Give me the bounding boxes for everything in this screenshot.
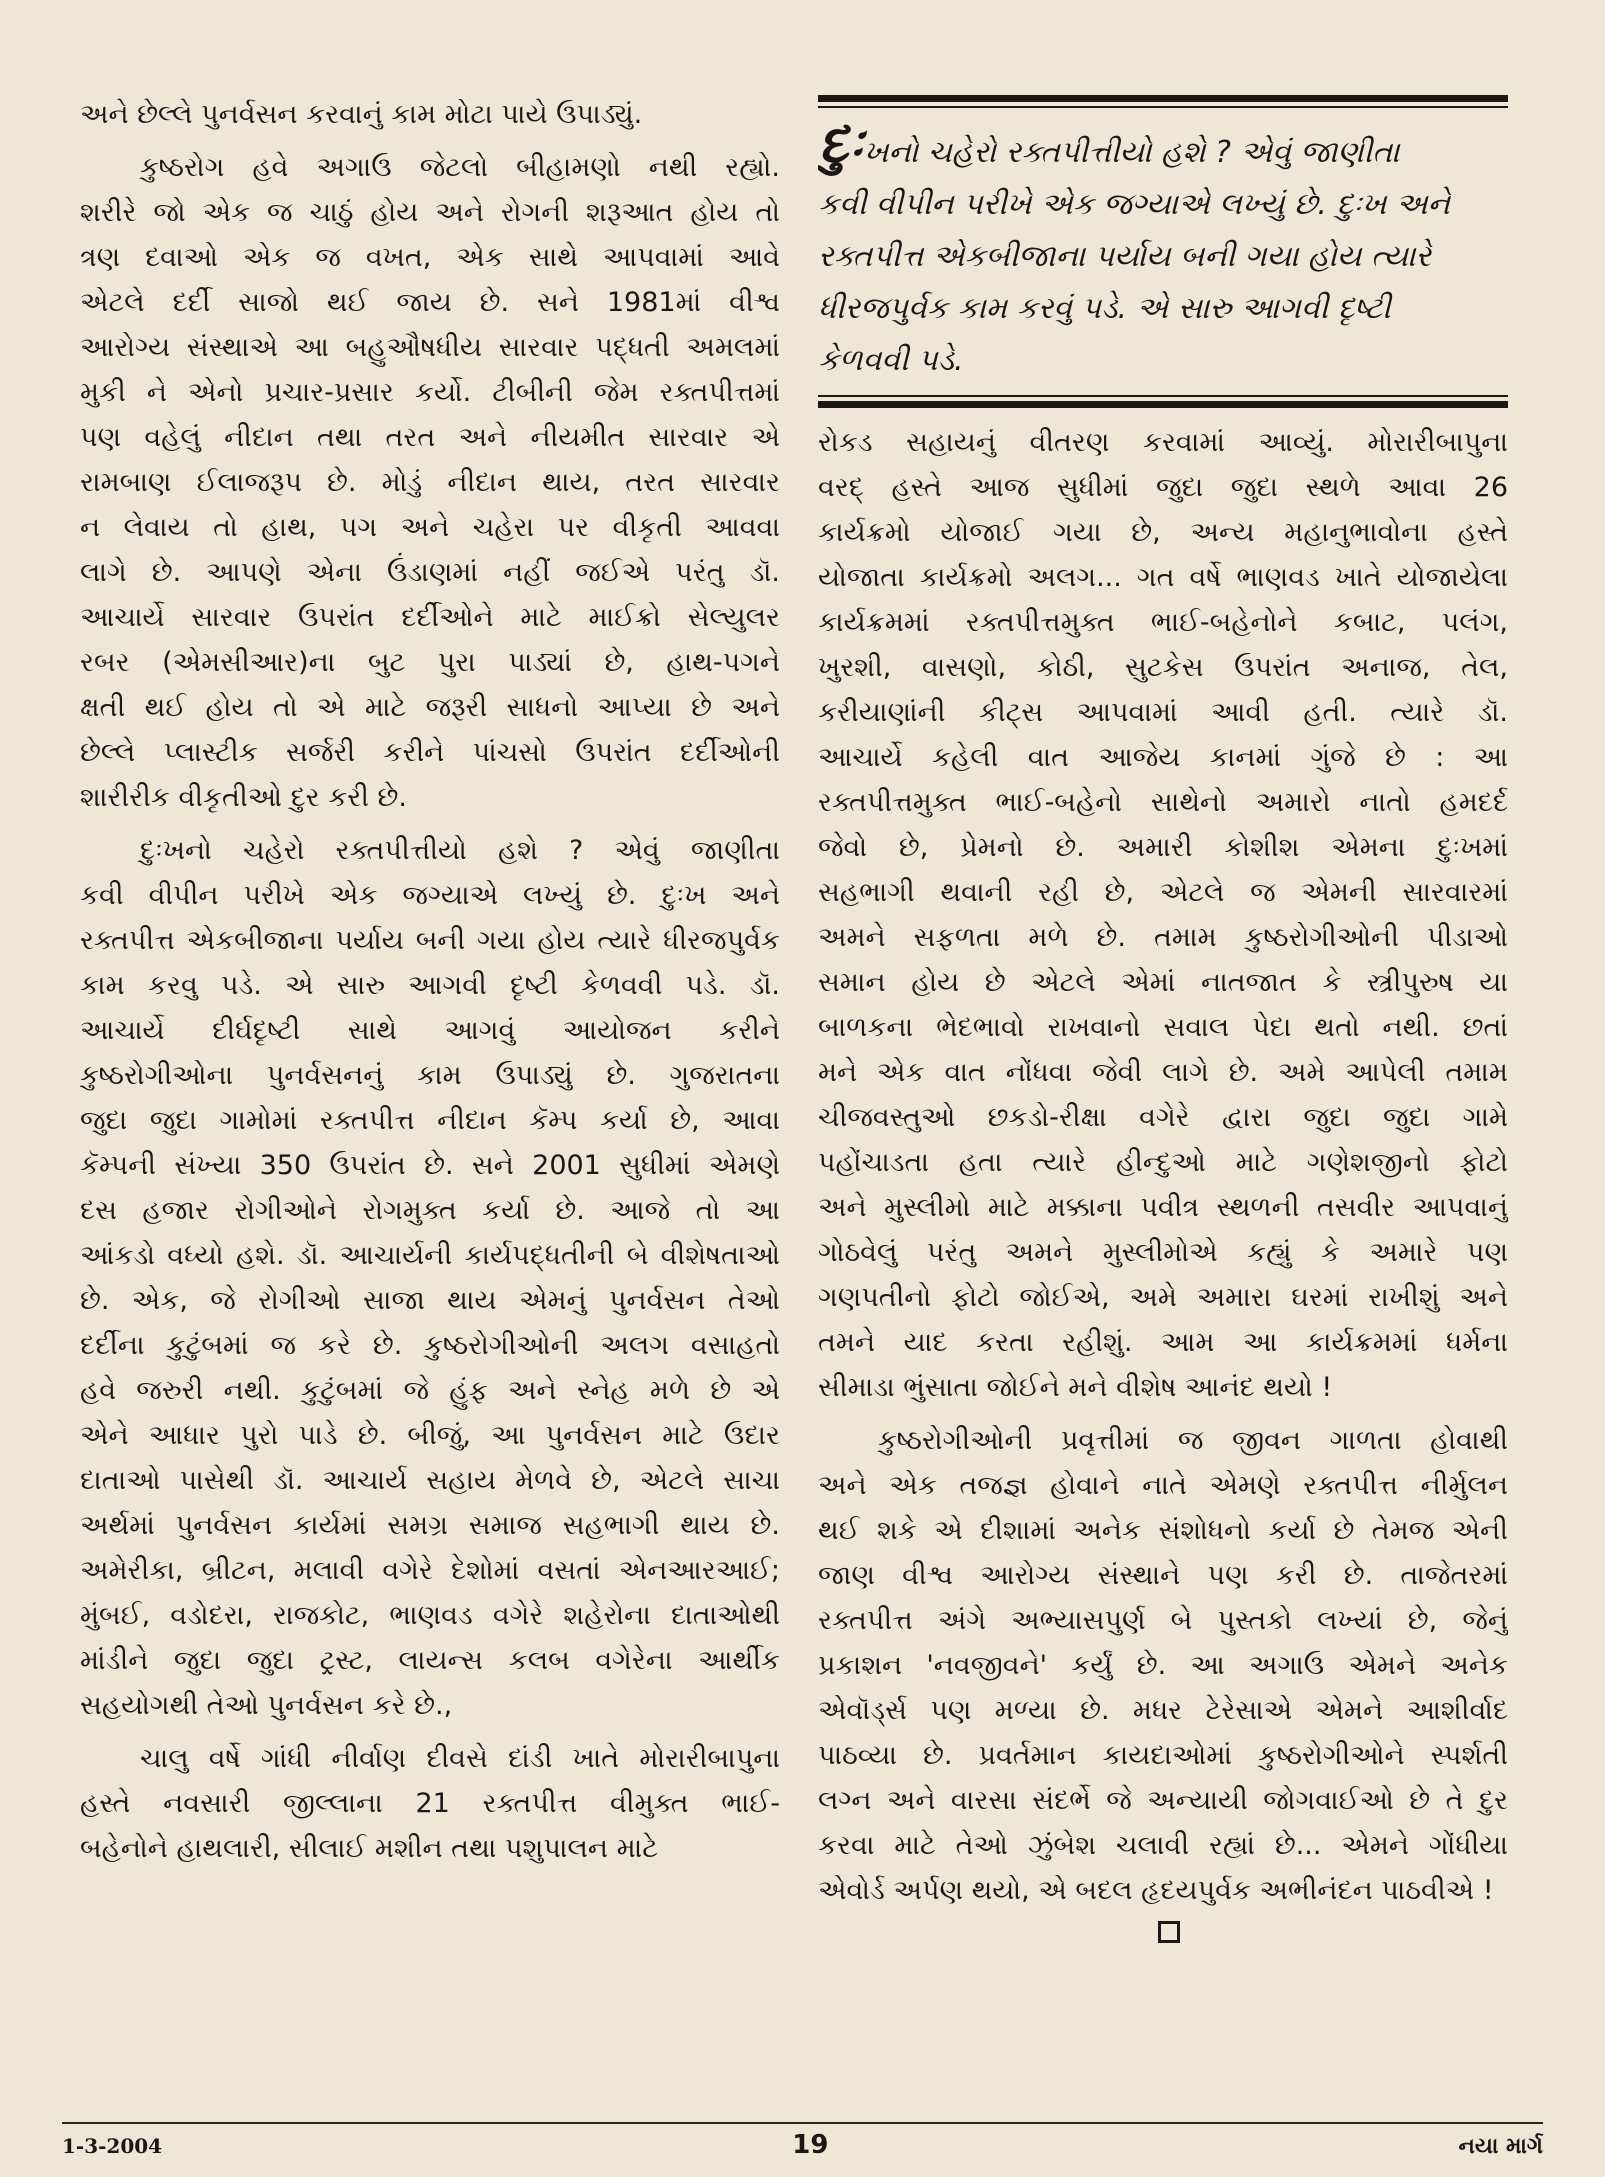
pull-quote-dropcap: દુઃ (818, 124, 864, 175)
text-line: રક્તપીત્ત અંગે અભ્યાસપુર્ણ બે પુસ્તકો લખ્યાં છે, જેનું (818, 1605, 1508, 1636)
magazine-name: નયા માર્ગ (1458, 2134, 1543, 2159)
text-line: સહભાગી થવાની રહી છે, એટલે જ એમની સારવારમાં (818, 877, 1508, 908)
text-line: હસ્તે નવસારી જીલ્લાના 21 રક્તપીત્ત વીમુક્ત ભાઈ- (80, 1788, 780, 1819)
text-line: મુંબઈ, વડોદરા, રાજકોટ, ભાણવડ વગેરે શહેરોના દાતાઓથી (80, 1600, 780, 1631)
text-line: એવોર્ડ અર્પણ થયો, એ બદલ હૃદયપુર્વક અભીનંદન પાઠવીએ ! (818, 1875, 1494, 1906)
text-line: રોકડ સહાયનું વીતરણ કરવામાં આવ્યું. મોરારીબાપુના (818, 427, 1508, 458)
text-line: ખુરશી, વાસણો, કોઠી, સુટકેસ ઉપરાંત અનાજ, તેલ, (818, 652, 1508, 683)
article-end (818, 1921, 1508, 1947)
text-line: દર્દીના કુટુંબમાં જ કરે છે. કુષ્ઠરોગીઓની અલગ વસાહતો (80, 1330, 780, 1361)
paragraph (818, 1418, 1508, 1913)
text-line: આચાર્યે સારવાર ઉપરાંત દર્દીઓને માટે માઈક્રો સેલ્યુલર (80, 602, 780, 633)
page-number: 19 (792, 2130, 829, 2160)
text-line: ક્ષતી થઈ હોય તો એ માટે જરૂરી સાધનો આપ્યા છે અને (80, 692, 780, 723)
text-line: બહેનોને હાથલારી, સીલાઈ મશીન તથા પશુપાલન માટે (80, 1833, 658, 1864)
right-column (818, 95, 1508, 1947)
paragraph (80, 92, 780, 137)
text-line: સીમાડા ભુંસાતા જોઈને મને વીશેષ આનંદ થયો ! (818, 1372, 1333, 1403)
pull-quote-line: ખનો ચહેરો રક્તપીત્તીયો હશે ? એવું જાણીતા (863, 135, 1400, 170)
pull-quote-line: કવી વીપીન પરીખે એક જગ્યાએ લખ્યું છે. દુઃખ અને (818, 187, 1451, 222)
text-line: કવી વીપીન પરીખે એક જગ્યાએ લખ્યું છે. દુઃખ અને (80, 880, 780, 911)
text-line: જેવો છે, પ્રેમનો છે. અમારી કોશીશ એમના દુઃખમાં (818, 832, 1508, 863)
pull-quote-line: રક્તપીત્ત એકબીજાના પર્યાય બની ગયા હોય ત્યારે (818, 239, 1431, 274)
text-line: આચાર્યે કહેલી વાત આજેય કાનમાં ગુંજે છે : આ (818, 742, 1508, 773)
text-line: કૅમ્પની સંખ્યા 350 ઉપરાંત છે. સને 2001 સુધીમાં એમણે (80, 1150, 780, 1181)
text-line: પ્રકાશન 'નવજીવને' કર્યું છે. આ અગાઉ એમને અનેક (818, 1650, 1508, 1681)
text-line: પહોંચાડતા હતા ત્યારે હીન્દુઓ માટે ગણેશજીનો ફોટો (818, 1147, 1508, 1178)
text-line: અર્થમાં પુનર્વસન કાર્યમાં સમગ્ર સમાજ સહભાગી થાય છે. (80, 1510, 780, 1541)
text-line: સહયોગથી તેઓ પુનર્વસન કરે છે., (80, 1690, 453, 1721)
text-line: યોજાતા કાર્યક્રમો અલગ... ગત વર્ષે ભાણવડ ખાતે યોજાયેલા (818, 562, 1508, 593)
text-line: શરીરે જો એક જ ચાઠું હોય અને રોગની શરૂઆત હોય તો (80, 197, 780, 228)
pull-quote-first-line (818, 124, 1508, 179)
text-line: રક્તપીત્ત એકબીજાના પર્યાય બની ગયા હોય ત્યારે ધીરજપુર્વક (80, 925, 780, 956)
footer-rule (62, 2122, 1543, 2124)
text-line: એવૉર્ડ્સ પણ મળ્યા છે. મધર ટેરેસાએ એમને આશીર્વાદ (818, 1695, 1508, 1726)
text-line: છે. એક, જે રોગીઓ સાજા થાય એમનું પુનર્વસન તેઓ (80, 1285, 780, 1316)
text-line: સમાન હોય છે એટલે એમાં નાતજાત કે સ્ત્રીપુરુષ યા (818, 967, 1508, 998)
text-line: એને આધાર પુરો પાડે છે. બીજું, આ પુનર્વસન માટે ઉદાર (80, 1420, 780, 1451)
text-line: કરવા માટે તેઓ ઝુંબેશ ચલાવી રહ્યાં છે... એમને ગોંધીયા (818, 1830, 1508, 1861)
text-line: જુદા જુદા ગામોમાં રક્તપીત્ત નીદાન કૅમ્પ કર્યા છે, આવા (80, 1105, 780, 1136)
text-line: દુઃખનો ચહેરો રક્તપીત્તીયો હશે ? એવું જાણીતા (140, 835, 780, 866)
paragraph (80, 145, 780, 820)
text-line: લગ્ન અને વારસા સંદર્ભે જે અન્યાયી જોગવાઈઓ છે તે દુર (818, 1785, 1508, 1816)
text-line: વરદ્ હસ્તે આજ સુધીમાં જુદા જુદા સ્થળે આવા 26 (818, 472, 1508, 503)
text-line: મુકી ને એનો પ્રચાર-પ્રસાર કર્યો. ટીબીની જેમ રક્તપીત્તમાં (80, 377, 780, 408)
text-line: રામબાણ ઈલાજરૂપ છે. મોડું નીદાન થાય, તરત સારવાર (80, 467, 780, 498)
pull-quote-box (818, 95, 1508, 408)
text-line: કુષ્ઠરોગીઓની પ્રવૃત્તીમાં જ જીવન ગાળતા હોવાથી (878, 1425, 1508, 1456)
text-line: ચાલુ વર્ષે ગાંધી નીર્વાણ દીવસે દાંડી ખાતે મોરારીબાપુના (140, 1743, 780, 1774)
text-line: કાર્યક્રમમાં રક્તપીત્તમુક્ત ભાઈ-બહેનોને કબાટ, પલંગ, (818, 607, 1508, 638)
text-line: અમને સફળતા મળે છે. તમામ કુષ્ઠરોગીઓની પીડાઓ (818, 922, 1508, 953)
text-line: ગણપતીનો ફોટો જોઈએ, અમે અમારા ઘરમાં રાખીશું અને (818, 1282, 1508, 1313)
text-line: છેલ્લે પ્લાસ્ટીક સર્જરી કરીને પાંચસો ઉપરાંત દર્દીઓની (80, 737, 780, 768)
issue-date: 1-3-2004 (62, 2134, 163, 2158)
text-line: અને એક તજજ્ઞ હોવાને નાતે એમણે રક્તપીત્ત નીર્મુલન (818, 1470, 1508, 1501)
right-column-body (818, 420, 1508, 1913)
text-line: ત્રણ દવાઓ એક જ વખત, એક સાથે આપવામાં આવે (80, 242, 780, 273)
left-column (80, 92, 780, 1879)
text-line: અને મુસ્લીમો માટે મક્કાના પવીત્ર સ્થળની તસવીર આપવાનું (818, 1192, 1508, 1223)
text-line: ન લેવાય તો હાથ, પગ અને ચહેરા પર વીકૃતી આવવા (80, 512, 780, 543)
end-square-icon (1158, 1921, 1180, 1943)
text-line: પણ વહેલું નીદાન તથા તરત અને નીયમીત સારવાર એ (80, 422, 780, 453)
text-line: બાળકના ભેદભાવો રાખવાનો સવાલ પેદા થતો નથી. છતાં (818, 1012, 1508, 1043)
text-line: દસ હજાર રોગીઓને રોગમુક્ત કર્યા છે. આજે તો આ (80, 1195, 780, 1226)
text-line: અને છેલ્લે પુનર્વસન કરવાનું કામ મોટા પાયે ઉપાડ્યું. (80, 99, 643, 130)
text-line: જાણ વીશ્વ આરોગ્ય સંસ્થાને પણ કરી છે. તાજેતરમાં (818, 1560, 1508, 1591)
text-line: થઈ શકે એ દીશામાં અનેક સંશોધનો કર્યા છે તેમજ એની (818, 1515, 1508, 1546)
text-line: મને એક વાત નોંધવા જેવી લાગે છે. અમે આપેલી તમામ (818, 1057, 1508, 1088)
text-line: પાઠવ્યા છે. પ્રવર્તમાન કાયદાઓમાં કુષ્ઠરોગીઓને સ્પર્શતી (818, 1740, 1508, 1771)
page-footer (62, 2130, 1543, 2160)
text-line: કુષ્ઠરોગ હવે અગાઉ જેટલો બીહામણો નથી રહ્યો. (140, 152, 780, 183)
text-line: આચાર્યે દીર્ઘદૃષ્ટી સાથે આગવું આયોજન કરીને (80, 1015, 780, 1046)
text-line: ચીજવસ્તુઓ છકડો-રીક્ષા વગેરે દ્વારા જુદા જુદા ગામે (818, 1102, 1508, 1133)
text-line: કરીયાણાંની કીટ્સ આપવામાં આવી હતી. ત્યારે ડૉ. (818, 697, 1508, 728)
paragraph (818, 420, 1508, 1410)
paragraph (80, 1736, 780, 1871)
text-line: ગોઠવેલું પરંતુ અમને મુસ્લીમોએ કહ્યું કે અમારે પણ (818, 1237, 1508, 1268)
text-line: રબર (એમસીઆર)ના બુટ પુરા પાડ્યાં છે, હાથ-પગને (80, 647, 780, 678)
pull-quote-line: કેળવવી પડે. (818, 343, 964, 378)
text-line: કુષ્ઠરોગીઓના પુનર્વસનનું કામ ઉપાડ્યું છે. ગુજરાતના (80, 1060, 780, 1091)
text-line: માંડીને જુદા જુદા ટ્રસ્ટ, લાયન્સ કલબ વગેરેના આર્થીક (80, 1645, 780, 1676)
text-line: આરોગ્ય સંસ્થાએ આ બહુઔષધીય સારવાર પદ્ધતી અમલમાં (80, 332, 780, 363)
text-line: શારીરીક વીકૃતીઓ દુર કરી છે. (80, 782, 408, 813)
text-line: તમને યાદ કરતા રહીશું. આમ આ કાર્યક્રમમાં ધર્મના (818, 1327, 1508, 1358)
text-line: લાગે છે. આપણે એના ઉંડાણમાં નહીં જઈએ પરંતુ ડૉ. (80, 557, 780, 588)
text-line: રક્તપીત્તમુક્ત ભાઈ-બહેનો સાથેનો અમારો નાતો હમદર્દ (818, 787, 1508, 818)
text-line: એટલે દર્દી સાજો થઈ જાય છે. સને 1981માં વીશ્વ (80, 287, 780, 318)
text-line: અમેરીકા, બ્રીટન, મલાવી વગેરે દેશોમાં વસતાં એનઆરઆઈ; (80, 1555, 780, 1586)
paragraph (80, 828, 780, 1728)
text-line: હવે જરુરી નથી. કુટુંબમાં જે હુંફ અને સ્નેહ મળે છે એ (80, 1375, 780, 1406)
text-line: કામ કરવુ પડે. એ સારુ આગવી દૃષ્ટી કેળવવી પડે. ડૉ. (80, 970, 780, 1001)
text-line: કાર્યક્રમો યોજાઈ ગયા છે, અન્ય મહાનુભાવોના હસ્તે (818, 517, 1508, 548)
text-line: દાતાઓ પાસેથી ડૉ. આચાર્ય સહાય મેળવે છે, એટલે સાચા (80, 1465, 780, 1496)
text-line: આંકડો વધ્યો હશે. ડૉ. આચાર્યની કાર્યપદ્ધતીની બે વીશેષતાઓ (80, 1240, 780, 1271)
pull-quote-line: ધીરજપુર્વક કામ કરવું પડે. એ સારુ આગવી દૃષ્ટી (818, 291, 1391, 326)
